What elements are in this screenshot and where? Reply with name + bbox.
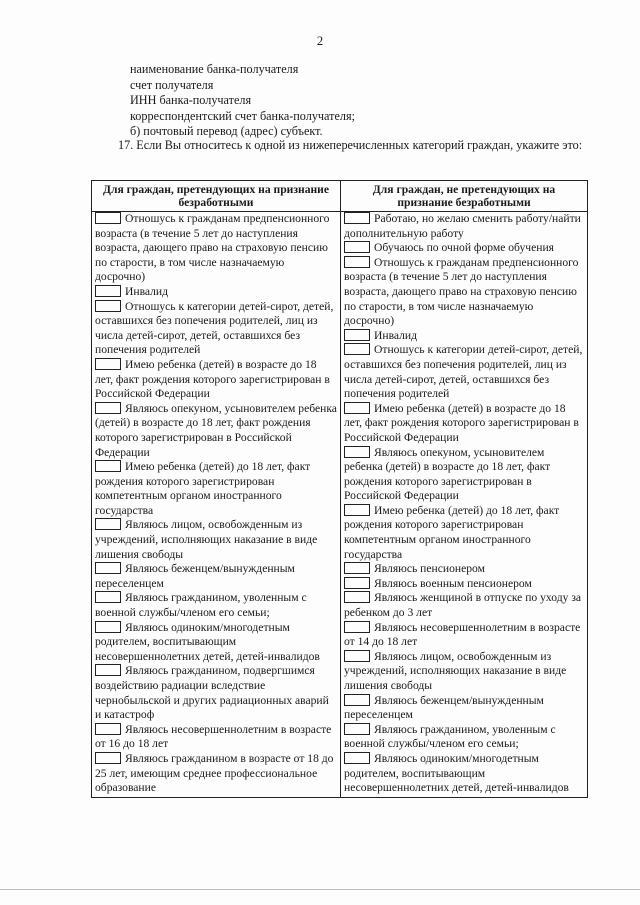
category-label: Являюсь гражданином, уволенным с военной службы/членом его семьи; <box>95 591 307 620</box>
category-checkbox[interactable] <box>344 446 370 458</box>
category-checkbox[interactable] <box>344 591 370 603</box>
category-label: Являюсь беженцем/вынужденным переселенцем <box>344 693 544 722</box>
category-item <box>344 562 584 577</box>
category-item <box>344 694 584 723</box>
intro-line: корреспондентский счет банка-получателя; <box>130 108 355 123</box>
category-item <box>95 664 337 722</box>
category-label: Являюсь несовершеннолетним в возрасте от 14 до 18 лет <box>344 620 581 649</box>
category-label: Имею ребенка (детей) до 18 лет, факт рождения которого зарегистрирован компетентным органом иностранного государства <box>95 460 311 517</box>
question-17: 17. Если Вы относитесь к одной из нижеперечисленных категорий граждан, укажите это: <box>118 138 583 152</box>
category-label: Являюсь одиноким/многодетным родителем, воспитывающим несовершеннолетних детей, детей-инвалидов <box>95 620 320 663</box>
category-item <box>344 402 584 446</box>
category-label: Имею ребенка (детей) в возрасте до 18 лет, факт рождения которого зарегистрирован в Российской Федерации <box>344 401 579 444</box>
category-label: Отношусь к категории детей-сирот, детей, оставшихся без попечения родителей, лиц из числа детей-сирот, детей, оставшихся без попечения родителей <box>344 343 583 401</box>
category-label: Являюсь несовершеннолетним в возрасте от 16 до 18 лет <box>95 722 332 751</box>
category-item <box>344 212 584 241</box>
category-item <box>95 402 337 460</box>
category-checkbox[interactable] <box>344 256 370 268</box>
category-item <box>344 329 584 344</box>
category-checkbox[interactable] <box>344 577 370 589</box>
category-item <box>95 562 337 591</box>
category-label: Отношусь к категории детей-сирот, детей, оставшихся без попечения родителей, лиц из числа детей-сирот, детей, оставшихся без попечения родителей <box>95 299 334 357</box>
category-item <box>95 300 337 358</box>
category-item <box>344 577 584 592</box>
left-column-header: Для граждан, претендующих на признание безработными <box>92 181 341 212</box>
category-item <box>344 241 584 256</box>
category-item <box>344 723 584 752</box>
category-label: Являюсь беженцем/вынужденным переселенцем <box>95 562 295 590</box>
category-label: Инвалид <box>125 284 169 298</box>
category-label: Являюсь женщиной в отпуске по уходу за ребенком до 3 лет <box>344 591 582 620</box>
category-item <box>95 752 337 796</box>
category-label: Отношусь к гражданам предпенсионного возраста (в течение 5 лет до наступления возраста, дающего право на страховую пенсию по старости, в том числе назначаемую досрочно) <box>344 255 579 328</box>
category-label: Являюсь опекуном, усыновителем ребенка (детей) в возрасте до 18 лет, факт рождения которого зарегистрирован в Российской Федерации <box>95 401 337 459</box>
page-number: 2 <box>316 34 324 48</box>
category-item <box>95 518 337 562</box>
category-checkbox[interactable] <box>344 650 370 662</box>
intro-line: счет получателя <box>130 77 214 92</box>
intro-line: б) почтовый перевод (адрес) субъект. <box>130 124 323 138</box>
page-bottom-edge <box>0 889 640 890</box>
category-item <box>95 285 337 300</box>
category-label: Инвалид <box>374 328 418 342</box>
category-label: Имею ребенка (детей) в возрасте до 18 лет, факт рождения которого зарегистрирован в Российской Федерации <box>95 357 330 401</box>
category-item <box>95 460 337 518</box>
category-label: Обучаюсь по очной форме обучения <box>374 241 555 255</box>
category-checkbox[interactable] <box>344 723 370 735</box>
category-item <box>344 650 584 694</box>
category-checkbox[interactable] <box>344 329 370 341</box>
intro-line: наименование банка-получателя <box>130 62 299 76</box>
category-item <box>344 504 584 562</box>
category-checkbox[interactable] <box>95 723 121 735</box>
category-checkbox[interactable] <box>95 358 121 370</box>
category-item <box>344 446 584 504</box>
right-column-header: Для граждан, не претендующих на признание безработными <box>341 181 588 212</box>
category-label: Являюсь пенсионером <box>374 562 485 576</box>
category-label: Являюсь лицом, освобожденным из учреждений, исполняющих наказание в виде лишения свободы <box>95 518 318 561</box>
category-item <box>95 591 337 620</box>
category-item <box>344 256 584 329</box>
left-column <box>92 212 341 798</box>
category-item <box>95 621 337 665</box>
category-item <box>95 358 337 402</box>
category-checkbox[interactable] <box>344 402 370 414</box>
category-checkbox[interactable] <box>344 752 370 764</box>
bank-details-list <box>90 62 590 140</box>
category-item <box>95 212 337 285</box>
category-item <box>344 343 584 401</box>
category-checkbox[interactable] <box>95 402 121 414</box>
category-label: Отношусь к гражданам предпенсионного возраста (в течение 5 лет до наступления возраста, дающего право на страховую пенсию по старости, в том числе назначаемую досрочно) <box>95 212 330 284</box>
category-checkbox[interactable] <box>95 664 121 676</box>
category-label: Имею ребенка (детей) до 18 лет, факт рождения которого зарегистрирован компетентным органом иностранного государства <box>344 503 560 561</box>
category-item <box>344 621 584 650</box>
category-checkbox[interactable] <box>95 300 121 312</box>
category-checkbox[interactable] <box>95 591 121 603</box>
category-checkbox[interactable] <box>95 518 121 530</box>
category-label: Работаю, но желаю сменить работу/найти дополнительную работу <box>344 212 581 240</box>
category-checkbox[interactable] <box>95 752 121 764</box>
category-checkbox[interactable] <box>344 694 370 706</box>
category-checkbox[interactable] <box>344 621 370 633</box>
category-checkbox[interactable] <box>344 504 370 516</box>
right-column <box>341 212 588 798</box>
category-checkbox[interactable] <box>95 285 121 297</box>
category-checkbox[interactable] <box>95 621 121 633</box>
category-label: Являюсь гражданином, подвергшимся воздействию радиации вследствие чернобыльской и других радиационных аварий и катастроф <box>95 664 329 722</box>
category-label: Являюсь одиноким/многодетным родителем, воспитывающим несовершеннолетних детей, детей-инвалидов <box>344 751 569 795</box>
category-checkbox[interactable] <box>344 212 370 224</box>
category-label: Являюсь гражданином, уволенным с военной службы/членом его семьи; <box>344 722 556 751</box>
category-item <box>344 752 584 796</box>
category-label: Являюсь гражданином в возрасте от 18 до 25 лет, имеющим среднее профессиональное образование <box>95 751 334 795</box>
category-checkbox[interactable] <box>344 562 370 574</box>
category-checkbox[interactable] <box>95 212 121 224</box>
intro-line: ИНН банка-получателя <box>130 93 252 107</box>
category-checkbox[interactable] <box>95 562 121 574</box>
category-item <box>344 591 584 620</box>
category-label: Являюсь лицом, освобожденным из учреждений, исполняющих наказание в виде лишения свободы <box>344 649 567 692</box>
category-checkbox[interactable] <box>95 460 121 472</box>
category-label: Являюсь военным пенсионером <box>374 576 532 590</box>
category-label: Являюсь опекуном, усыновителем ребенка (детей) в возрасте до 18 лет, факт рождения которого зарегистрирован в Российской Федерации <box>344 445 551 503</box>
category-checkbox[interactable] <box>344 343 370 355</box>
categories-table <box>91 180 588 798</box>
category-checkbox[interactable] <box>344 241 370 253</box>
category-item <box>95 723 337 752</box>
